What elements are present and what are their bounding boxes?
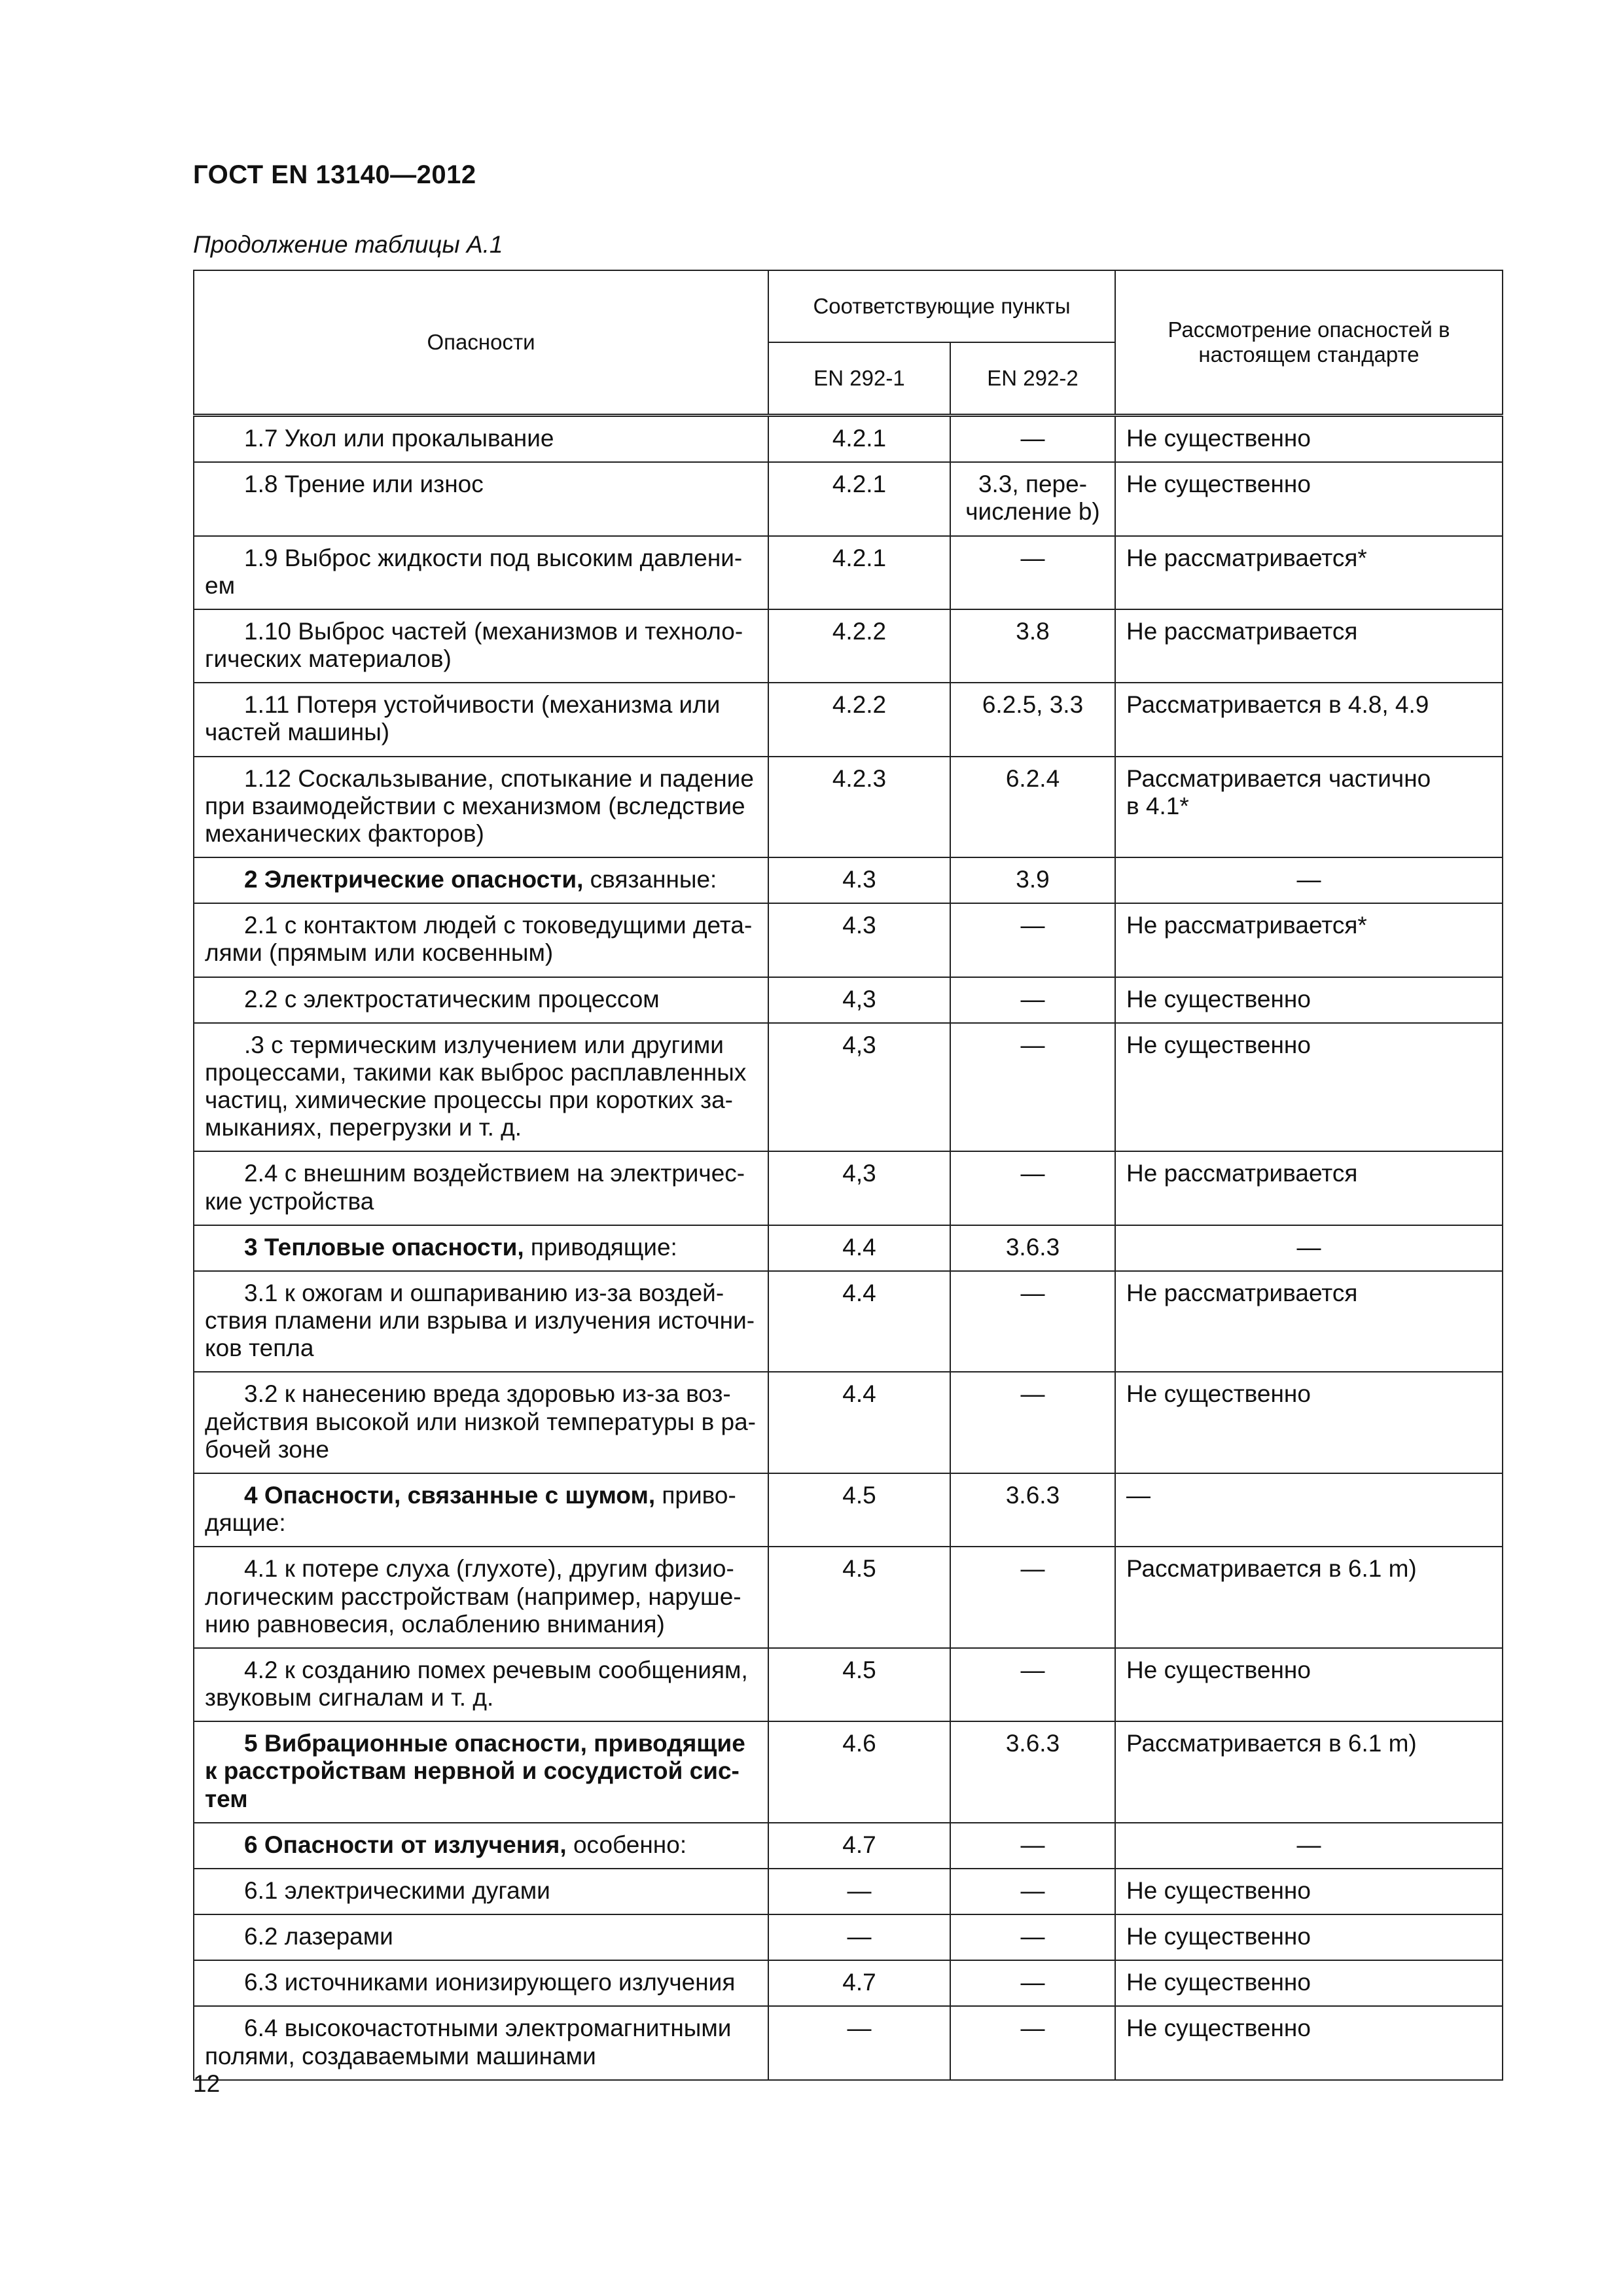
- table-row: [194, 683, 1503, 756]
- table-body: [194, 416, 1503, 2080]
- table-row: [194, 416, 1503, 463]
- consideration-cell: Не существенно: [1115, 1648, 1503, 1721]
- en-292-2-cell: —: [950, 2006, 1115, 2079]
- consideration-cell: Рассматривается в 6.1 m): [1115, 1721, 1503, 1823]
- en-292-1-cell: 4.5: [768, 1648, 950, 1721]
- en-292-1-cell: —: [768, 1914, 950, 1960]
- consideration-cell: —: [1115, 857, 1503, 903]
- en-292-1-cell: 4.2.1: [768, 536, 950, 609]
- hazard-text: 1.10 Выброс частей (механизмов и техноло- гических материалов): [205, 617, 743, 673]
- consideration-cell: —: [1115, 1473, 1503, 1547]
- table-row: [194, 1271, 1503, 1372]
- en-292-1-cell: 4.2.1: [768, 416, 950, 463]
- hazard-cell: [194, 1271, 768, 1372]
- table-row: [194, 1914, 1503, 1960]
- hazards-table: [193, 270, 1503, 2081]
- table-row: [194, 1869, 1503, 1914]
- hazard-text: 4.2 к созданию помех речевым сообщениям, звуковым сигналам и т. д.: [205, 1656, 748, 1712]
- hazard-group-suffix: приводящие:: [524, 1233, 677, 1261]
- consideration-cell: Не существенно: [1115, 1023, 1503, 1152]
- en-292-2-cell: —: [950, 1271, 1115, 1372]
- table-row: [194, 857, 1503, 903]
- en-292-2-cell: —: [950, 1648, 1115, 1721]
- hazard-text: 6.1 электрическими дугами: [244, 1876, 550, 1904]
- en-292-2-cell: —: [950, 1960, 1115, 2006]
- hazard-text: 1.12 Соскальзывание, спотыкание и падение при взаимодействии с механизмом (вследствие механических факторов): [205, 764, 754, 847]
- en-292-2-cell: 3.6.3: [950, 1721, 1115, 1823]
- en-292-2-cell: —: [950, 416, 1115, 463]
- consideration-cell: Рассматривается в 6.1 m): [1115, 1547, 1503, 1648]
- consideration-cell: Не существенно: [1115, 1372, 1503, 1473]
- en-292-1-cell: 4,3: [768, 1151, 950, 1225]
- hazard-text: 1.9 Выброс жидкости под высоким давлени- ем: [205, 544, 743, 599]
- en-292-2-cell: 6.2.4: [950, 757, 1115, 858]
- consideration-cell: —: [1115, 1225, 1503, 1271]
- hazard-cell: [194, 683, 768, 756]
- hazard-cell: [194, 1914, 768, 1960]
- table-row: [194, 757, 1503, 858]
- hazard-cell: [194, 757, 768, 858]
- table-row: [194, 609, 1503, 683]
- hazard-cell: [194, 1473, 768, 1547]
- hazard-cell: [194, 416, 768, 463]
- hazard-cell: [194, 2006, 768, 2079]
- table-row: [194, 1473, 1503, 1547]
- en-292-1-cell: 4.2.3: [768, 757, 950, 858]
- table-row: [194, 462, 1503, 535]
- hazard-group-suffix: особенно:: [566, 1831, 687, 1858]
- hazard-cell: [194, 977, 768, 1023]
- en-292-1-cell: 4.2.1: [768, 462, 950, 535]
- hazard-cell: [194, 1547, 768, 1648]
- hazard-text: 1.11 Потеря устойчивости (механизма или частей машины): [205, 691, 721, 746]
- en-292-1-cell: 4.5: [768, 1473, 950, 1547]
- hazard-text: 3.2 к нанесению вреда здоровью из-за воз- действия высокой или низкой температуры в ра- бочей зоне: [205, 1380, 757, 1463]
- hazard-text: 6.3 источниками ионизирующего излучения: [244, 1969, 736, 1996]
- hazard-group-suffix: приво- дящие:: [205, 1481, 736, 1537]
- hazard-text: 6.2 лазерами: [244, 1923, 393, 1950]
- consideration-cell: Не рассматривается: [1115, 1151, 1503, 1225]
- consideration-cell: Не рассматривается: [1115, 609, 1503, 683]
- table-row: [194, 903, 1503, 977]
- column-header-clauses: Соответствующие пункты: [768, 270, 1115, 342]
- en-292-2-cell: 3.6.3: [950, 1473, 1115, 1547]
- hazard-cell: [194, 1151, 768, 1225]
- hazard-cell: [194, 903, 768, 977]
- en-292-2-cell: 3.6.3: [950, 1225, 1115, 1271]
- hazard-group-title: 2 Электрические опасности,: [244, 866, 584, 893]
- consideration-cell: Не существенно: [1115, 1914, 1503, 1960]
- page-number: 12: [193, 2070, 221, 2097]
- hazard-cell: [194, 462, 768, 535]
- en-292-2-cell: —: [950, 536, 1115, 609]
- en-292-2-cell: 6.2.5, 3.3: [950, 683, 1115, 756]
- table-row: [194, 1372, 1503, 1473]
- table-row: [194, 2006, 1503, 2079]
- consideration-cell: Не рассматривается*: [1115, 536, 1503, 609]
- table-row: [194, 536, 1503, 609]
- column-header-consideration: Рассмотрение опасностей в настоящем стандарте: [1115, 270, 1503, 416]
- hazard-text: 4.1 к потере слуха (глухоте), другим физио- логическим расстройствам (например, наруше- нию равновесия, ослаблению внимания): [205, 1555, 741, 1638]
- en-292-1-cell: 4.2.2: [768, 683, 950, 756]
- consideration-cell: Не рассматривается: [1115, 1271, 1503, 1372]
- en-292-2-cell: —: [950, 1372, 1115, 1473]
- consideration-cell: Рассматривается в 4.8, 4.9: [1115, 683, 1503, 756]
- en-292-2-cell: —: [950, 1914, 1115, 1960]
- en-292-2-cell: 3.8: [950, 609, 1115, 683]
- table-row: [194, 1648, 1503, 1721]
- column-header-en-292-2: EN 292-2: [950, 342, 1115, 416]
- hazard-group-title: 6 Опасности от излучения,: [244, 1831, 567, 1858]
- hazard-cell: [194, 1648, 768, 1721]
- consideration-cell: Рассматривается частично в 4.1*: [1115, 757, 1503, 858]
- hazard-text: 6.4 высокочастотными электромагнитными полями, создаваемыми машинами: [205, 2015, 732, 2070]
- en-292-1-cell: 4,3: [768, 1023, 950, 1152]
- en-292-1-cell: 4.5: [768, 1547, 950, 1648]
- en-292-1-cell: 4.7: [768, 1823, 950, 1869]
- table-caption: Продолжение таблицы А.1: [193, 231, 503, 258]
- hazard-text: 2.1 с контактом людей с токоведущими дета- лями (прямым или косвенным): [205, 912, 753, 967]
- en-292-1-cell: 4.4: [768, 1372, 950, 1473]
- hazard-text: 1.7 Укол или прокалывание: [244, 425, 554, 452]
- table-row: [194, 1721, 1503, 1823]
- consideration-cell: —: [1115, 1823, 1503, 1869]
- en-292-2-cell: —: [950, 903, 1115, 977]
- en-292-2-cell: —: [950, 1547, 1115, 1648]
- consideration-cell: Не существенно: [1115, 2006, 1503, 2079]
- en-292-2-cell: —: [950, 1869, 1115, 1914]
- en-292-1-cell: 4.6: [768, 1721, 950, 1823]
- hazard-text: .3 с термическим излучением или другими процессами, такими как выброс расплавленных частиц, химические процессы при коротких за- мыканиях, перегрузки и т. д.: [205, 1031, 747, 1141]
- en-292-1-cell: 4.2.2: [768, 609, 950, 683]
- consideration-cell: Не существенно: [1115, 977, 1503, 1023]
- hazard-group-suffix: связанные:: [583, 866, 717, 893]
- table-row: [194, 1023, 1503, 1152]
- en-292-2-cell: —: [950, 1823, 1115, 1869]
- hazard-cell: [194, 857, 768, 903]
- hazard-cell: [194, 536, 768, 609]
- hazard-cell: [194, 1869, 768, 1914]
- hazard-cell: [194, 1960, 768, 2006]
- hazard-cell: [194, 609, 768, 683]
- en-292-2-cell: 3.9: [950, 857, 1115, 903]
- en-292-2-cell: —: [950, 1151, 1115, 1225]
- hazard-text: 1.8 Трение или износ: [244, 471, 484, 498]
- en-292-1-cell: —: [768, 2006, 950, 2079]
- en-292-1-cell: 4.3: [768, 903, 950, 977]
- en-292-1-cell: —: [768, 1869, 950, 1914]
- hazard-cell: [194, 1225, 768, 1271]
- hazard-text: 2.4 с внешним воздействием на электричес- кие устройства: [205, 1160, 745, 1215]
- document-header: ГОСТ EN 13140—2012: [193, 160, 476, 189]
- en-292-1-cell: 4.4: [768, 1271, 950, 1372]
- en-292-1-cell: 4.4: [768, 1225, 950, 1271]
- hazard-text: 2.2 с электростатическим процессом: [244, 985, 660, 1013]
- consideration-cell: Не рассматривается*: [1115, 903, 1503, 977]
- hazard-group-title: 4 Опасности, связанные с шумом,: [244, 1481, 656, 1509]
- en-292-2-cell: —: [950, 977, 1115, 1023]
- consideration-cell: Не существенно: [1115, 1869, 1503, 1914]
- en-292-1-cell: 4,3: [768, 977, 950, 1023]
- hazard-cell: [194, 1023, 768, 1152]
- column-header-en-292-1: EN 292-1: [768, 342, 950, 416]
- hazard-group-title: 3 Тепловые опасности,: [244, 1233, 524, 1261]
- table-row: [194, 977, 1503, 1023]
- table-row: [194, 1225, 1503, 1271]
- hazard-text: 3.1 к ожогам и ошпариванию из-за воздей- ствия пламени или взрыва и излучения источни- ков тепла: [205, 1279, 755, 1362]
- en-292-2-cell: —: [950, 1023, 1115, 1152]
- hazard-cell: [194, 1721, 768, 1823]
- table-row: [194, 1823, 1503, 1869]
- consideration-cell: Не существенно: [1115, 1960, 1503, 2006]
- en-292-1-cell: 4.3: [768, 857, 950, 903]
- consideration-cell: Не существенно: [1115, 416, 1503, 463]
- hazard-group-title: 5 Вибрационные опасности, приводящие к расстройствам нервной и сосудистой сис- тем: [205, 1730, 745, 1812]
- hazard-cell: [194, 1372, 768, 1473]
- en-292-2-cell: 3.3, пере- числение b): [950, 462, 1115, 535]
- hazard-cell: [194, 1823, 768, 1869]
- consideration-cell: Не существенно: [1115, 462, 1503, 535]
- table-row: [194, 1960, 1503, 2006]
- en-292-1-cell: 4.7: [768, 1960, 950, 2006]
- column-header-hazards: Опасности: [194, 270, 768, 416]
- table-row: [194, 1151, 1503, 1225]
- table-row: [194, 1547, 1503, 1648]
